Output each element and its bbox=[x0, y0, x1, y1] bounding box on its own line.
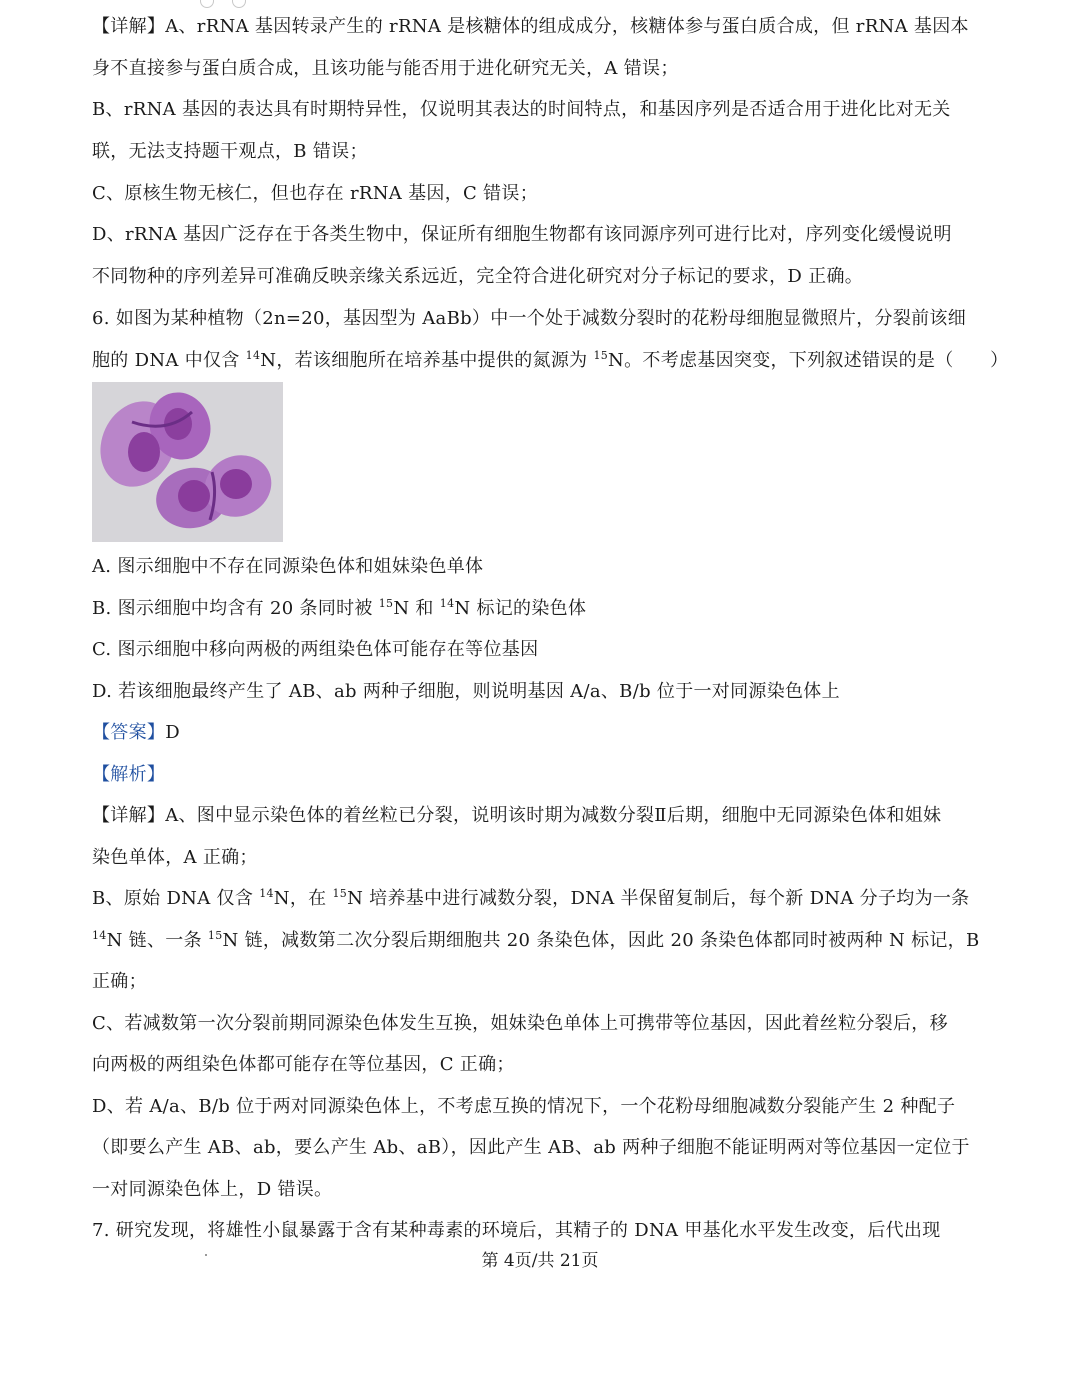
answer-label: 【答案】 bbox=[92, 722, 166, 743]
option-b: B. 图示细胞中均含有 20 条同时被 $^{15}$N 和 $^{14}$N 标记的染色体 bbox=[92, 597, 587, 619]
option-d: D. 若该细胞最终产生了 AB、ab 两种子细胞，则说明基因 A/a、B/b 位于一对同源染色体上 bbox=[92, 681, 840, 702]
text-line: $^{14}$N 链、一条 $^{15}$N 链，减数第二次分裂后期细胞共 20 条染色体，因此 20 条染色体都同时被两种 N 标记，B bbox=[92, 929, 980, 951]
option-a: A. 图示细胞中不存在同源染色体和姐妹染色单体 bbox=[92, 556, 484, 577]
text-line: C、若减数第一次分裂前期同源染色体发生互换，姐妹染色单体上可携带等位基因，因此着丝粒分裂后，移 bbox=[92, 1013, 948, 1034]
text-line: 身不直接参与蛋白质合成，且该功能与能否用于进化研究无关，A 错误； bbox=[92, 58, 679, 79]
text-line: C、原核生物无核仁，但也存在 rRNA 基因，C 错误； bbox=[92, 183, 539, 204]
text-line: 联，无法支持题干观点，B 错误； bbox=[92, 141, 368, 162]
analysis-label: 【解析】 bbox=[92, 764, 166, 785]
text-line: B、原始 DNA 仅含 $^{14}$N，在 $^{15}$N 培养基中进行减数分裂，DNA 半保留复制后，每个新 DNA 分子均为一条 bbox=[92, 887, 970, 909]
text-line: D、若 A/a、B/b 位于两对同源染色体上，不考虑互换的情况下，一个花粉母细胞减数分裂能产生 2 种配子 bbox=[92, 1096, 956, 1117]
text-line: D、rRNA 基因广泛存在于各类生物中，保证所有细胞生物都有该同源序列可进行比对，序列变化缓慢说明 bbox=[92, 224, 952, 245]
text-line: （即要么产生 AB、ab，要么产生 Ab、aB），因此产生 AB、ab 两种子细胞不能证明两对等位基因一定位于 bbox=[92, 1137, 970, 1158]
page-edge-mark bbox=[200, 0, 214, 8]
question-7-stem: 7. 研究发现，将雄性小鼠暴露于含有某种毒素的环境后，其精子的 DNA 甲基化水平发生改变，后代出现 bbox=[92, 1220, 941, 1241]
text-line: 一对同源染色体上，D 错误。 bbox=[92, 1179, 333, 1200]
text-line: 不同物种的序列差异可准确反映亲缘关系远近，完全符合进化研究对分子标记的要求，D 正确。 bbox=[92, 266, 864, 287]
answer-line bbox=[92, 720, 972, 746]
page-edge-mark bbox=[232, 0, 246, 8]
option-c: C. 图示细胞中移向两极的两组染色体可能存在等位基因 bbox=[92, 639, 539, 660]
text-line: 向两极的两组染色体都可能存在等位基因，C 正确； bbox=[92, 1054, 515, 1075]
text-line: 【详解】A、图中显示染色体的着丝粒已分裂，说明该时期为减数分裂Ⅱ后期，细胞中无同源染色体和姐妹 bbox=[92, 805, 942, 826]
pollen-mother-cell-micrograph bbox=[92, 382, 283, 542]
text-line: 染色单体，A 正确； bbox=[92, 847, 258, 868]
text-line: 【详解】A、rRNA 基因转录产生的 rRNA 是核糖体的组成成分，核糖体参与蛋白质合成，但 rRNA 基因本 bbox=[92, 16, 969, 37]
text-line: B、rRNA 基因的表达具有时期特异性，仅说明其表达的时间特点，和基因序列是否适合用于进化比对无关 bbox=[92, 99, 951, 120]
page-number-footer: 第 4页/共 21页 bbox=[481, 1251, 599, 1271]
text-line: 正确； bbox=[92, 971, 147, 992]
question-6-stem-cont: 胞的 DNA 中仅含 $^{14}$N，若该细胞所在培养基中提供的氮源为 $^{15}$N。不考虑基因突变，下列叙述错误的是（ ） bbox=[92, 349, 1009, 371]
answer-value: D bbox=[165, 722, 180, 743]
question-6-stem: 6. 如图为某种植物（2n=20，基因型为 AaBb）中一个处于减数分裂时的花粉母细胞显微照片，分裂前该细 bbox=[92, 308, 967, 329]
